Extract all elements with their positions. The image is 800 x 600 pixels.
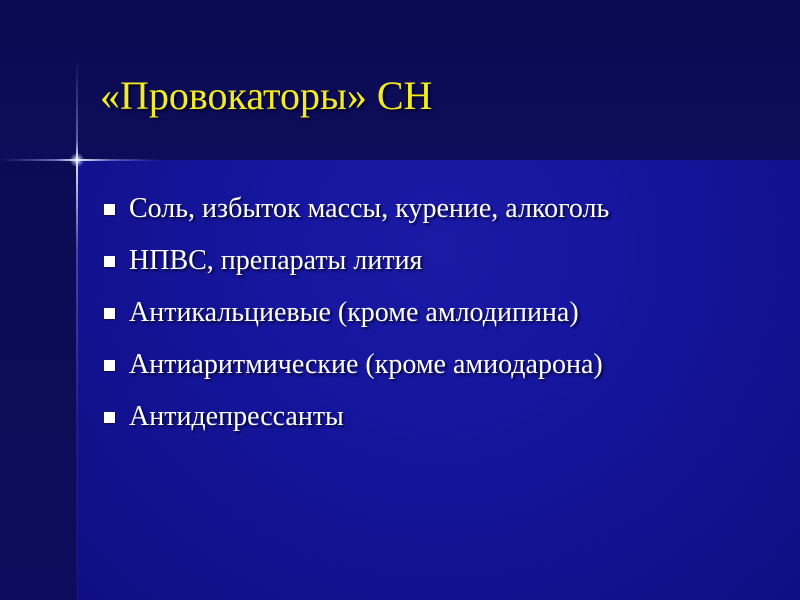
bullet-text: Антикальциевые (кроме амлодипина) [129,297,579,328]
bullet-list [104,183,609,443]
list-item [104,287,609,339]
bullet-text: НПВС, препараты лития [129,245,423,276]
square-bullet-icon [104,360,115,371]
left-band [0,160,77,600]
list-item [104,183,609,235]
square-bullet-icon [104,256,115,267]
list-item [104,391,609,443]
lens-flare-icon [70,153,84,167]
square-bullet-icon [104,308,115,319]
slide-title: «Провокаторы» СН [100,73,433,118]
bullet-text: Антиаритмические (кроме амиодарона) [129,349,603,380]
lens-flare-vertical-icon [76,60,78,600]
bullet-text: Соль, избыток массы, курение, алкоголь [129,193,610,224]
square-bullet-icon [104,204,115,215]
square-bullet-icon [104,412,115,423]
bullet-text: Антидепрессанты [129,401,344,432]
list-item [104,339,609,391]
list-item [104,235,609,287]
